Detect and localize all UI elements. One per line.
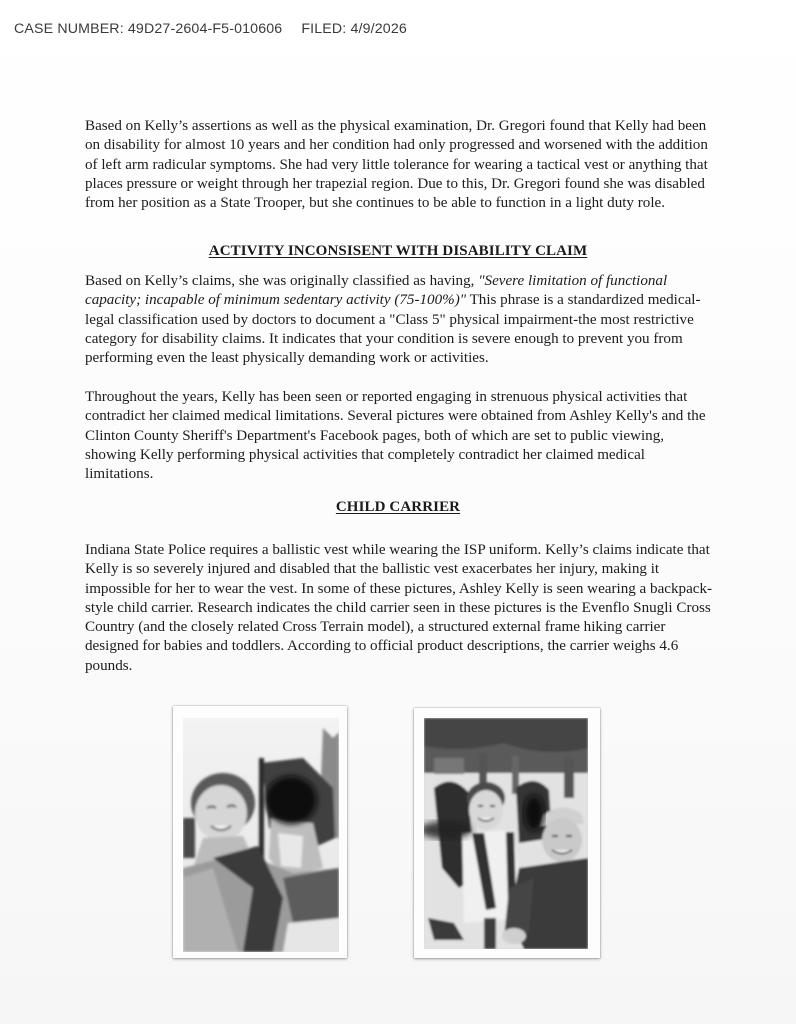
paragraph-examination-findings: Based on Kelly’s assertions as well as the physical examination, Dr. Gregori found that Kelly had been on disability for almost 10 years and her condition had only progressed and worsened with the addition of left arm radicular symptoms. She had very little tolerance for wearing a tactical vest or anything that places pressure or weight through her trapezial region. Due to this, Dr. Gregori found she was disabled from her position as a State Trooper, but she continues to be able to function in a light duty role. (85, 118, 708, 212)
filed-date: FILED: 4/9/2026 (301, 21, 407, 37)
paragraph-classification (85, 272, 717, 368)
paragraph-activities-observed: Throughout the years, Kelly has been seen or reported engaging in strenuous physical activities that contradict her claimed medical limitations. Several pictures were obtained from Ashley Kelly's and the Clinton County Sheriff's Department's Facebook pages, both of which are set to public viewing, showing Kelly performing physical activities that completely contradict her claimed medical limitations. (85, 389, 706, 483)
classification-intro: Based on Kelly’s claims, she was originally classified as having, (85, 273, 479, 289)
photo-woman-child-carrier-graphic (183, 718, 339, 952)
classification-explanation: This phrase is a standardized medical-legal classification used by doctors to document a "Class 5" physical impairment-the most restrictive category for disability claims. It indicates that your condition is severe enough to prevent you from performing even the least physically demanding work or activities. (85, 292, 701, 367)
paragraph-child-carrier: Indiana State Police requires a ballistic vest while wearing the ISP uniform. Kelly’s claims indicate that Kelly is so severely injured and disabled that the ballistic vest exacerbates her injury, making it impossible for her to wear the vest. In some of these pictures, Ashley Kelly is seen wearing a backpack-style child carrier. Research indicates the child carrier seen in these pictures is the Evenflo Snugli Cross Country (and the closely related Cross Terrain model), a structured external frame hiking carrier designed for babies and toddlers. According to official product descriptions, the carrier weighs 4.6 pounds. (85, 542, 713, 674)
heading-child-carrier: CHILD CARRIER (335, 499, 461, 515)
photo-selfie-child-carrier-graphic (424, 718, 588, 949)
photo-image (183, 718, 339, 952)
heading-activity-inconsistent: ACTIVITY INCONSISENT WITH DISABILITY CLAIM (208, 243, 588, 259)
case-header (14, 21, 407, 37)
photo-woman-child-carrier (173, 706, 347, 958)
photo-selfie-child-carrier (414, 708, 600, 958)
photo-image (424, 718, 588, 949)
classification-quote: "Severe limitation of functional capacity; incapable of minimum sedentary activity (75-100%)" (85, 273, 668, 309)
case-number: CASE NUMBER: 49D27-2604-F5-010606 (14, 21, 283, 37)
